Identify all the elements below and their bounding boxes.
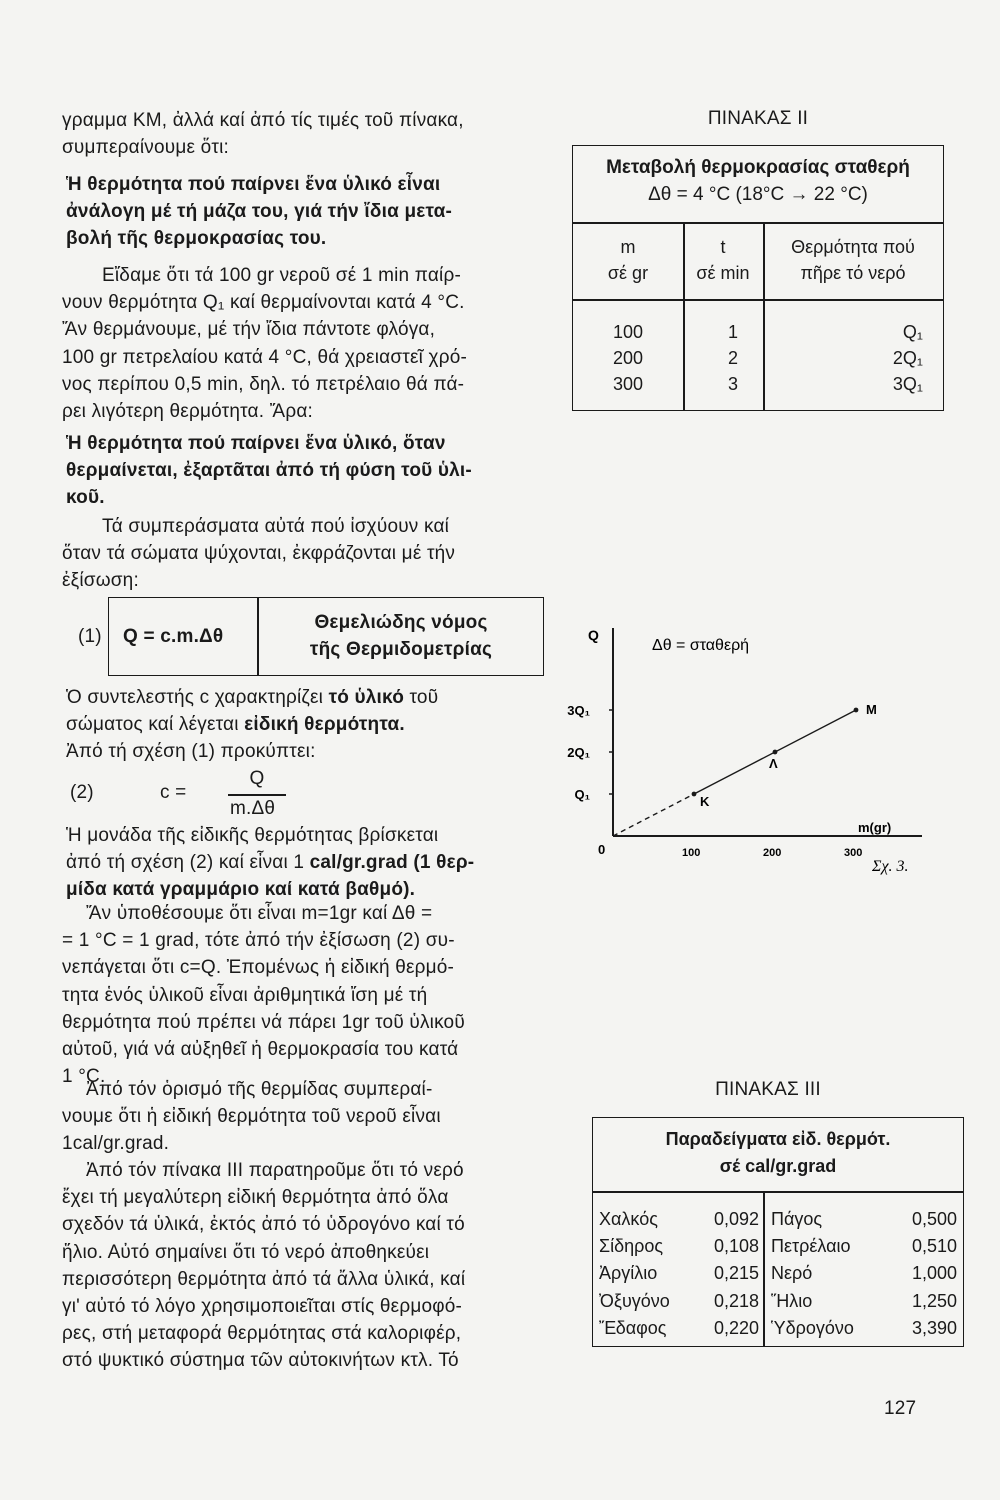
equation-1-number: (1) bbox=[78, 626, 102, 647]
table2-divider-header bbox=[573, 299, 943, 301]
bold-statement-mass: Ἡ θερμότητα πού παίρνει ἕνα ὑλικό εἶναι ἀνάλογη μέ τή μάζα του, γιά τήν ἴδια μετα- βολή τῆς θερμοκρασίας του. bbox=[66, 174, 453, 250]
table-row: 0,220 bbox=[713, 1317, 759, 1338]
table2-col-q bbox=[863, 319, 923, 397]
table3 bbox=[592, 1117, 964, 1347]
table-row: 3 bbox=[727, 374, 738, 394]
table2-header-t: t σέ min bbox=[696, 237, 750, 283]
table-row: Ἔδαφος bbox=[599, 1317, 667, 1338]
table-row: Σίδηρος bbox=[599, 1236, 664, 1257]
table2-title: Μεταβολή θερμοκρασίας σταθερή Δθ = 4 °C (18°C → 22 °C) bbox=[606, 157, 910, 205]
table-row: 1,250 bbox=[911, 1290, 957, 1311]
x-tick-label: 200 bbox=[763, 847, 782, 859]
paragraph-unit: Ἡ μονάδα τῆς εἰδικῆς θερμότητας βρίσκεται ἀπό τή σχέση (2) καί εἶναι 1 cal/gr.grad (1 θερ- μίδα κατά γραμμάριο καί κατά βαθμό). bbox=[66, 825, 475, 901]
chart-q-vs-m bbox=[560, 620, 960, 890]
equation-2-denominator: m.Δθ bbox=[230, 798, 276, 819]
table-row: Πετρέλαιο bbox=[771, 1236, 851, 1257]
table2-header-m: m σέ gr bbox=[607, 237, 649, 283]
table3-title: Παραδείγματα εἰδ. θερμότ. σέ cal/gr.grad bbox=[665, 1129, 891, 1176]
equation-2-lhs: c = bbox=[160, 782, 187, 803]
table2-label: ΠΙΝΑΚΑΣ II bbox=[707, 108, 809, 129]
data-point-label: M bbox=[866, 702, 877, 717]
data-point-label: Λ bbox=[769, 756, 778, 771]
table-row: Πάγος bbox=[771, 1209, 823, 1229]
y-axis-label: Q bbox=[588, 627, 599, 643]
table3-divider-mid bbox=[763, 1191, 765, 1346]
table-row: Ὀξυγόνο bbox=[599, 1290, 670, 1311]
table-row: 0,510 bbox=[911, 1236, 957, 1257]
equation-1-box bbox=[108, 597, 544, 676]
x-tick-label: 0 bbox=[598, 842, 606, 857]
table3-divider-title bbox=[593, 1191, 963, 1193]
equation-2-numerator: Q bbox=[249, 768, 265, 789]
bold-statement-material: Ἡ θερμότητα πού παίρνει ἕνα ὑλικό, ὅταν θερμαίνεται, ἐξαρτᾶται ἀπό τή φύση τοῦ ὑλι- κοῦ. bbox=[66, 433, 472, 509]
table3-label: ΠΙΝΑΚΑΣ III bbox=[715, 1079, 821, 1100]
table-row: 0,215 bbox=[713, 1263, 759, 1284]
table2-divider-title bbox=[573, 222, 943, 224]
intro-paragraph: γραμμα ΚΜ, ἀλλά καί ἀπό τίς τιμές τοῦ πίνακα, συμπεραίνουμε ὅτι: bbox=[62, 110, 464, 159]
equation-1-formula: Q = c.m.Δθ bbox=[123, 626, 224, 647]
paragraph-water-oil: Εἴδαμε ὅτι τά 100 gr νεροῦ σέ 1 min παίρ- νουν θερμότητα Q₁ καί θερμαίνονται κατά 4 °C. Ἄν θερμάνουμε, μέ τήν ἴδια πάντοτε φλόγα, 100 gr πετρελαίου κατά 4 °C, θά χρειαστεῖ χρό- νος περίπου 0,5 min, δηλ. τό πετρέλαιο θά πά- ρει λιγότερη θερμότητα. Ἄρα: bbox=[62, 265, 468, 423]
data-point bbox=[854, 708, 859, 713]
table-row: Ὑδρογόνο bbox=[771, 1317, 854, 1338]
table-row: 0,218 bbox=[713, 1290, 759, 1311]
equation-2-number: (2) bbox=[70, 782, 94, 803]
table3-left-values bbox=[693, 1206, 759, 1342]
table-row: 200 bbox=[612, 348, 644, 368]
table-row: 0,108 bbox=[713, 1236, 759, 1257]
figure-caption: Σχ. 3. bbox=[872, 858, 909, 875]
table3-left-names bbox=[599, 1206, 670, 1342]
table2-header-q: Θερμότητα πού πῆρε τό νερό bbox=[791, 237, 915, 283]
chart-marks bbox=[613, 702, 877, 836]
table-row: Q₁ bbox=[902, 322, 923, 342]
table-row: Ἀργίλιο bbox=[599, 1263, 658, 1284]
page-number: 127 bbox=[884, 1398, 917, 1419]
table3-right-values bbox=[889, 1206, 957, 1342]
table2-col-m bbox=[573, 319, 683, 397]
table-row: 1,000 bbox=[911, 1263, 957, 1284]
table2-col-t bbox=[703, 319, 763, 397]
table-row: 0,092 bbox=[713, 1209, 759, 1229]
table-row: 3,390 bbox=[911, 1317, 957, 1338]
table-row: 100 bbox=[612, 322, 644, 342]
y-tick-label: Q₁ bbox=[574, 787, 590, 802]
series-line-dashed bbox=[613, 794, 694, 836]
table3-right-names bbox=[771, 1206, 854, 1342]
table-row: 2Q₁ bbox=[892, 348, 923, 368]
y-tick-label: 3Q₁ bbox=[567, 703, 590, 718]
y-tick-label: 2Q₁ bbox=[567, 745, 590, 760]
data-point bbox=[692, 792, 697, 797]
law-title: Θεμελιώδης νόμος τῆς Θερμιδομετρίας bbox=[309, 612, 493, 661]
paragraph-coefficient: Ὁ συντελεστής c χαρακτηρίζει τό ὑλικό τοῦ σώματος καί λέγεται εἰδική θερμότητα. Ἀπό τή σχέση (1) προκύπτει: bbox=[66, 687, 439, 763]
table-row: Χαλκός bbox=[599, 1209, 658, 1229]
table-row: Νερό bbox=[771, 1263, 813, 1284]
paragraph-water-calorie: Ἀπό τόν ὁρισμό τῆς θερμίδας συμπεραί- νουμε ὅτι ἡ εἰδική θερμότητα τοῦ νεροῦ εἶναι 1cal/gr.grad. bbox=[62, 1079, 441, 1155]
paragraph-table3: Ἀπό τόν πίνακα III παρατηροῦμε ὅτι τό νερό ἔχει τή μεγαλύτερη εἰδική θερμότητα ἀπό ὅλα σχεδόν τά ὑλικά, ἐκτός ἀπό τό ὑδρογόνο καί τό ἥλιο. Αὐτό σημαίνει ὅτι τό νερό ἀποθηκεύει περισσότερη θερμότητα ἀπό τά ἄλλα ὑλικά, καί γι' αὐτό τό λόγο χρησιμοποιεῖται στίς θερμοφό- ρες, στή μεταφορά θερμότητας στά καλοριφέρ, στό ψυκτικό σύστημα τῶν αὐτοκινήτων κτλ. Τό bbox=[62, 1160, 466, 1372]
data-point-label: K bbox=[700, 794, 710, 809]
table-row: 3Q₁ bbox=[892, 374, 923, 394]
table-row: 300 bbox=[612, 374, 644, 394]
x-tick-label: 300 bbox=[844, 847, 863, 859]
table-row: Ἥλιο bbox=[771, 1290, 813, 1311]
paragraph-assumption: Ἄν ὑποθέσουμε ὅτι εἶναι m=1gr καί Δθ = = 1 °C = 1 grad, τότε ἀπό τήν ἐξίσωση (2) συ- νεπάγεται ὅτι c=Q. Ἐπομένως ἡ εἰδική θερμό- τητα ἑνός ὑλικοῦ εἶναι ἀριθμητικά ἴση μέ τή θερμότητα πού πρέπει νά πάρει 1gr τοῦ ὑλικοῦ αὐτοῦ, γιά νά αὐξηθεῖ ἡ θερμοκρασία του κατά 1 °C. bbox=[62, 903, 465, 1088]
table-row: 0,500 bbox=[911, 1209, 957, 1229]
table-row: 1 bbox=[727, 322, 738, 342]
table2 bbox=[572, 145, 944, 411]
x-axis-label: m(gr) bbox=[858, 820, 892, 835]
table-row: 2 bbox=[727, 348, 738, 368]
chart-title: Δθ = σταθερή bbox=[652, 637, 750, 654]
paragraph-conclusions: Τά συμπεράσματα αὐτά πού ἰσχύουν καί ὅταν τά σώματα ψύχονται, ἐκφράζονται μέ τήν ἐξίσωση: bbox=[62, 516, 456, 592]
data-point bbox=[773, 750, 778, 755]
x-tick-label: 100 bbox=[682, 847, 701, 859]
